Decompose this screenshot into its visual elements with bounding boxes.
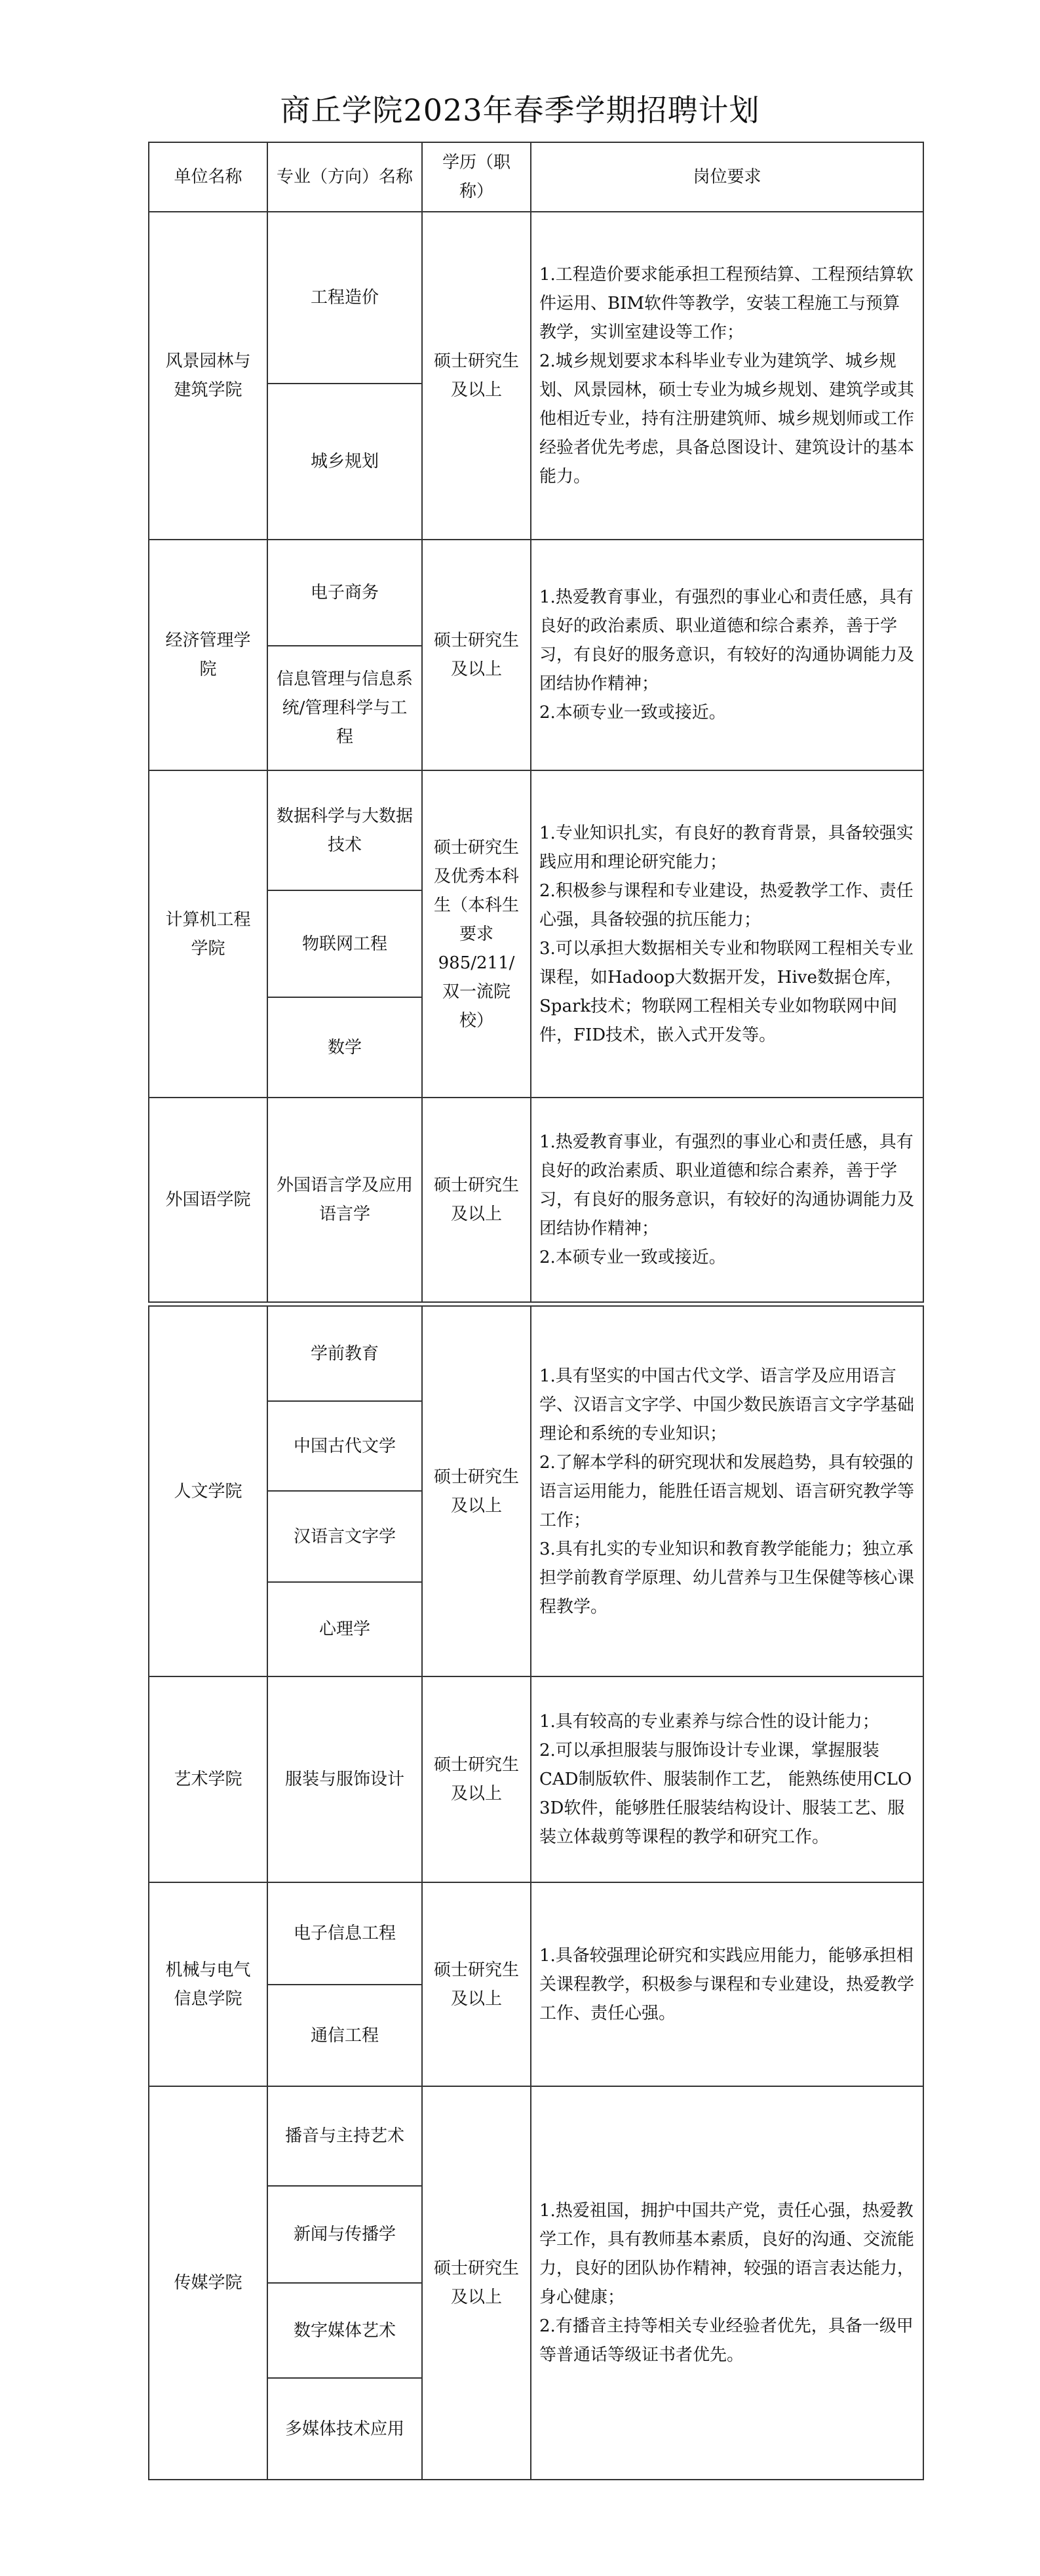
major-cell: 学前教育: [267, 1306, 422, 1401]
table-row: [149, 540, 923, 646]
degree-cell: 硕士研究生及以上: [422, 1306, 531, 1676]
unit-cell: 经济管理学院: [149, 540, 267, 770]
requirement-item: 2.可以承担服装与服饰设计专业课，掌握服装CAD制版软件、服装制作工艺， 能熟练使用CLO 3D软件，能够胜任服装结构设计、服装工艺、服装立体裁剪等课程的教学和研究工作。: [539, 1741, 912, 1847]
recruitment-table-1: [148, 142, 924, 1303]
requirements-cell: [531, 1306, 923, 1676]
unit-cell: 风景园林与建筑学院: [149, 212, 267, 540]
major-cell: 电子信息工程: [267, 1882, 422, 1985]
table-row: [149, 770, 923, 890]
major-cell: 外国语言学及应用语言学: [267, 1098, 422, 1302]
major-cell: 电子商务: [267, 540, 422, 646]
page-title: 商丘学院2023年春季学期招聘计划: [280, 92, 760, 128]
degree-cell: 硕士研究生及以上: [422, 1882, 531, 2086]
requirement-item: 3.具有扎实的专业知识和教育教学能能力；独立承担学前教育学原理、幼儿营养与卫生保健等核心课程教学。: [539, 1539, 915, 1617]
requirement-item: 1.热爱祖国，拥护中国共产党，责任心强，热爱教学工作，具有教师基本素质，良好的沟通、交流能力，良好的团队协作精神，较强的语言表达能力，身心健康；: [539, 2201, 915, 2307]
requirements-cell: [531, 2086, 923, 2480]
requirement-item: 2.有播音主持等相关专业经验者优先，具备一级甲等普通话等级证书者优先。: [539, 2316, 914, 2365]
requirement-item: 1.工程造价要求能承担工程预结算、工程预结算软件运用、BIM软件等教学，安装工程施工与预算教学，实训室建设等工作；: [539, 265, 914, 342]
degree-cell: 硕士研究生及以上: [422, 212, 531, 540]
unit-cell: 机械与电气信息学院: [149, 1882, 267, 2086]
major-cell: 汉语言文字学: [267, 1491, 422, 1582]
requirement-item: 2.本硕专业一致或接近。: [539, 1248, 726, 1267]
table-row: [149, 1882, 923, 1985]
table-row: [149, 2086, 923, 2186]
requirement-item: 2.积极参与课程和专业建设，热爱教学工作、责任心强，具备较强的抗压能力；: [539, 881, 914, 930]
major-cell: 城乡规划: [267, 384, 422, 540]
requirement-item: 1.热爱教育事业，有强烈的事业心和责任感，具有良好的政治素质、职业道德和综合素养，善于学习，有良好的服务意识，有较好的沟通协调能力及团结协作精神；: [539, 1132, 915, 1238]
header-requirements: 岗位要求: [531, 142, 923, 212]
requirement-item: 1.具有坚实的中国古代文学、语言学及应用语言学、汉语言文字学、中国少数民族语言文字学基础理论和系统的专业知识；: [539, 1366, 915, 1444]
degree-cell: 硕士研究生及优秀本科生（本科生要求985/211/双一流院校）: [422, 770, 531, 1098]
requirement-item: 1.具备较强理论研究和实践应用能力，能够承担相关课程教学，积极参与课程和专业建设，热爱教学工作、责任心强。: [539, 1945, 915, 2023]
unit-cell: 艺术学院: [149, 1676, 267, 1882]
unit-cell: 传媒学院: [149, 2086, 267, 2480]
major-cell: 数学: [267, 997, 422, 1098]
requirement-item: 1.具有较高的专业素养与综合性的设计能力；: [539, 1712, 879, 1732]
major-cell: 心理学: [267, 1582, 422, 1676]
table-row: [149, 1676, 923, 1882]
requirement-item: 3.可以承担大数据相关专业和物联网工程相关专业课程，如Hadoop大数据开发，Hive数据仓库，Spark技术；物联网工程相关专业如物联网中间件，FID技术，嵌入式开发等。: [539, 938, 914, 1045]
requirements-cell: [531, 540, 923, 770]
major-cell: 物联网工程: [267, 890, 422, 997]
requirement-item: 1.专业知识扎实，有良好的教育背景，具备较强实践应用和理论研究能力；: [539, 823, 914, 872]
requirements-cell: [531, 1882, 923, 2086]
table-row: [149, 212, 923, 384]
table-row: [149, 1098, 923, 1302]
unit-cell: 人文学院: [149, 1306, 267, 1676]
header-degree: 学历（职称）: [422, 142, 531, 212]
requirement-item: 1.热爱教育事业，有强烈的事业心和责任感，具有良好的政治素质、职业道德和综合素养，善于学习，有良好的服务意识，有较好的沟通协调能力及团结协作精神；: [539, 587, 915, 694]
requirement-item: 2.本硕专业一致或接近。: [539, 703, 726, 723]
requirement-item: 2.城乡规划要求本科毕业专业为建筑学、城乡规划、风景园林，硕士专业为城乡规划、建筑学或其他相近专业，持有注册建筑师、城乡规划师或工作经验者优先考虑，具备总图设计、建筑设计的基本能力。: [539, 351, 915, 486]
header-major: 专业（方向）名称: [267, 142, 422, 212]
requirement-item: 2.了解本学科的研究现状和发展趋势，具有较强的语言运用能力，能胜任语言规划、语言研究教学等工作；: [539, 1452, 915, 1530]
major-cell: 数据科学与大数据技术: [267, 770, 422, 890]
degree-cell: 硕士研究生及以上: [422, 540, 531, 770]
requirements-cell: [531, 770, 923, 1098]
requirements-cell: [531, 212, 923, 540]
degree-cell: 硕士研究生及以上: [422, 2086, 531, 2480]
degree-cell: 硕士研究生及以上: [422, 1098, 531, 1302]
recruitment-table-2: [148, 1305, 924, 2480]
unit-cell: 外国语学院: [149, 1098, 267, 1302]
major-cell: 信息管理与信息系统/管理科学与工程: [267, 646, 422, 770]
degree-cell: 硕士研究生及以上: [422, 1676, 531, 1882]
unit-cell: 计算机工程学院: [149, 770, 267, 1098]
major-cell: 播音与主持艺术: [267, 2086, 422, 2186]
requirements-cell: [531, 1098, 923, 1302]
major-cell: 服装与服饰设计: [267, 1676, 422, 1882]
major-cell: 工程造价: [267, 212, 422, 384]
header-unit: 单位名称: [149, 142, 267, 212]
major-cell: 新闻与传播学: [267, 2186, 422, 2283]
major-cell: 通信工程: [267, 1985, 422, 2086]
major-cell: 数字媒体艺术: [267, 2283, 422, 2378]
table-header-row: [149, 142, 923, 212]
requirements-cell: [531, 1676, 923, 1882]
major-cell: 中国古代文学: [267, 1401, 422, 1491]
major-cell: 多媒体技术应用: [267, 2378, 422, 2480]
table-row: [149, 1306, 923, 1401]
